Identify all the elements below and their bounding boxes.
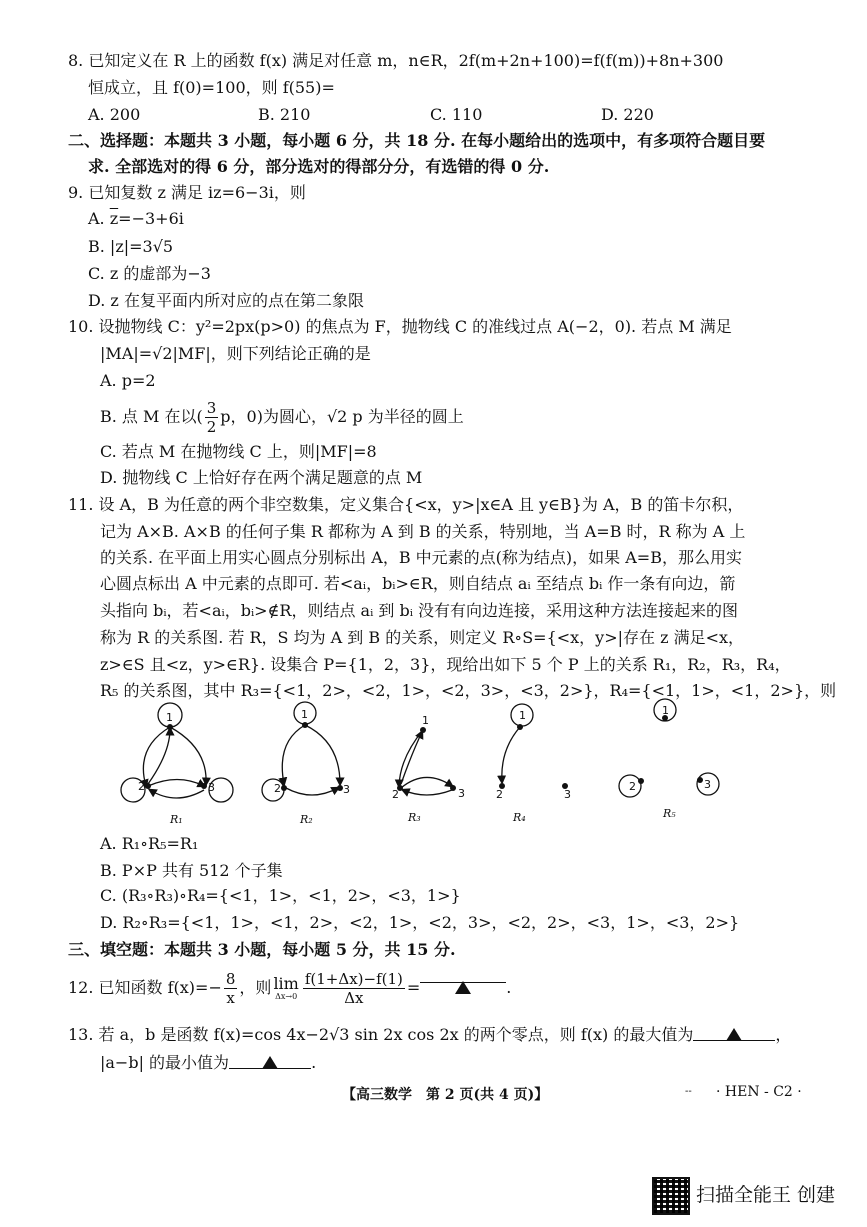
relation-graphs-figure [100, 698, 740, 828]
node-label-2: 2 [392, 788, 399, 801]
q9-option-a-prefix: A. [88, 209, 110, 228]
r4-edge-1-2 [502, 727, 520, 782]
q11-option-d: D. R₂∘R₃={<1，1>，<1，2>，<2，1>，<2，3>，<2，2>，<3，1>，<3，2>} [100, 913, 740, 932]
q9-option-a-rest: =−3+6i [118, 209, 184, 228]
q13-end: . [311, 1053, 317, 1072]
q9-stem: 9. 已知复数 z 满足 iz=6−3i，则 [68, 183, 306, 202]
q8-line2: 恒成立，且 f(0)=100，则 f(55)= [88, 78, 335, 97]
q11-line: 记为 A×B. A×B 的任何子集 R 都称为 A 到 B 的关系，特别地，当 A=B 时，R 称为 A 上 [100, 522, 746, 541]
caption-r4: R₄ [513, 811, 526, 824]
r2-node-1 [302, 722, 308, 728]
q9-conjugate-z: $\overline{z}$ [109, 209, 119, 228]
q9-option-d: D. z 在复平面内所对应的点在第二象限 [88, 291, 364, 310]
node-label-3: 3 [704, 778, 711, 791]
q12-equals: = [406, 978, 421, 997]
r5-node-2 [638, 778, 644, 784]
r2-node-2 [281, 785, 287, 791]
r2-edge-1-3 [305, 725, 340, 784]
q13-line2 [100, 1052, 316, 1074]
q11-line: 称为 R 的关系图. 若 R，S 均为 A 到 B 的关系，则定义 R∘S={<x，y>|存在 z 满足<x， [100, 628, 745, 647]
r4-node-1 [517, 724, 523, 730]
node-label-1: 1 [166, 711, 173, 724]
graph-r4 [502, 704, 533, 782]
caption-r5: R₅ [663, 807, 676, 820]
q11-option-a: A. R₁∘R₅=R₁ [100, 834, 199, 853]
node-label-1: 1 [519, 709, 526, 722]
r1-node-3 [201, 783, 207, 789]
q10-fraction [205, 399, 219, 436]
q8-option-d: D. 220 [601, 105, 654, 124]
q11-line: 头指向 bᵢ，若<aᵢ，bᵢ>∉R，则结点 aᵢ 到 bᵢ 没有有向边连接，采用这种方法连接起来的图 [100, 601, 739, 620]
r3-edge-2-1 [401, 732, 422, 784]
r3-node-3 [450, 785, 456, 791]
page-footer-code: · HEN - C2 · [716, 1084, 802, 1100]
r3-edge-3-2 [403, 790, 452, 795]
node-label-2: 2 [274, 782, 281, 795]
page-footer-center: 【高三数学 第 2 页(共 4 页)】 [342, 1087, 549, 1103]
q11-line: 心圆点标出 A 中元素的点即可. 若<aᵢ，bᵢ>∈R，则自结点 aᵢ 至结点 bᵢ 作一条有向边，箭 [100, 574, 736, 593]
q13-max-answer-blank[interactable] [693, 1024, 775, 1041]
caption-r3: R₃ [408, 811, 421, 824]
r1-edge-2-1 [148, 729, 170, 784]
q12-fraction-8-over-x [224, 970, 238, 1007]
q13-line2-text: |a−b| 的最小值为 [100, 1053, 230, 1072]
node-label-1: 1 [301, 708, 308, 721]
q12-answer-blank[interactable] [420, 966, 506, 983]
q8-option-b: B. 210 [258, 105, 311, 124]
q12-dq-numerator: f(1+Δx)−f(1) [304, 970, 403, 988]
q12-lim-text: lim [273, 973, 299, 993]
q10-line1: 10. 设抛物线 C：y²=2px(p>0) 的焦点为 F，抛物线 C 的准线过点 A(−2，0). 若点 M 满足 [68, 317, 732, 336]
q9-option-c: C. z 的虚部为−3 [88, 264, 211, 283]
q10-option-b [100, 397, 464, 437]
caption-r1: R₁ [170, 813, 183, 826]
q12-prefix: 12. 已知函数 f(x)=− [68, 978, 222, 997]
q11-option-b: B. P×P 共有 512 个子集 [100, 861, 283, 880]
q10-line2: |MA|=√2|MF|，则下列结论正确的是 [100, 344, 371, 363]
q13-line1 [68, 1024, 791, 1046]
r1-node-1 [167, 724, 173, 730]
node-label-3: 3 [208, 781, 215, 794]
q10-option-b-rest: p，0)为圆心，√2 p 为半径的圆上 [220, 407, 464, 426]
node-label-2: 2 [138, 780, 145, 793]
node-label-3: 3 [564, 788, 571, 801]
q10-option-a: A. p=2 [100, 371, 156, 390]
q8-option-a: A. 200 [88, 105, 141, 124]
section2-heading-line1: 二、选择题：本题共 3 小题，每小题 6 分，共 18 分. 在每小题给出的选项中，有多项符合题目要 [68, 131, 766, 150]
q12-dq-denominator: Δx [344, 989, 364, 1007]
node-label-1: 1 [422, 714, 429, 727]
q12-lim-subscript: Δx→0 [275, 991, 298, 1001]
q10-option-b-prefix: B. 点 M 在以( [100, 407, 203, 426]
q11-option-c: C. (R₃∘R₃)∘R₄={<1，1>，<1，2>，<3，1>} [100, 886, 461, 905]
graph-r3 [399, 730, 452, 795]
q11-line: 11. 设 A，B 为任意的两个非空数集，定义集合{<x，y>|x∈A 且 y∈B}为 A，B 的笛卡尔积， [68, 495, 744, 514]
q12-denominator: x [226, 989, 235, 1007]
r3-node-1 [420, 727, 426, 733]
triangle-icon [455, 981, 471, 994]
r3-edge-2-3 [401, 777, 452, 788]
q12-line [68, 966, 511, 1010]
node-label-3: 3 [458, 787, 465, 800]
r2-edge-2-3 [286, 788, 338, 795]
q12-difference-quotient [303, 970, 405, 1007]
triangle-icon [726, 1028, 742, 1041]
r5-node-3 [697, 777, 703, 783]
scanner-watermark: 扫描全能王 创建 [696, 1184, 836, 1206]
q9-option-b: B. |z|=3√5 [88, 237, 174, 256]
node-label-2: 2 [496, 788, 503, 801]
r1-edge-1-2 [143, 727, 170, 786]
q11-line: R₅ 的关系图，其中 R₃={<1，2>，<2，1>，<2，3>，<3，2>}，R₄={<1，1>，<1，2>}，则 [100, 681, 837, 700]
footer-dash: -- [685, 1086, 692, 1097]
r1-edge-3-2 [150, 790, 204, 798]
r2-edge-1-2 [282, 725, 305, 784]
q10-option-c: C. 若点 M 在抛物线 C 上，则|MF|=8 [100, 442, 377, 461]
q10-fraction-denominator: 2 [206, 418, 217, 436]
caption-r2: R₂ [300, 813, 313, 826]
q12-limit [273, 973, 299, 1002]
q8-option-c: C. 110 [430, 105, 483, 124]
q12-end: . [506, 978, 512, 997]
r1-edge-2-3 [148, 780, 204, 787]
q13-min-answer-blank[interactable] [229, 1052, 311, 1069]
r1-node-2 [145, 783, 151, 789]
q11-line: z>∈S 且<z，y>∈R}. 设集合 P={1，2，3}，现给出如下 5 个 P 上的关系 R₁，R₂，R₃，R₄， [100, 655, 791, 674]
q13-comma: ， [775, 1025, 792, 1044]
q11-line: 的关系. 在平面上用实心圆点分别标出 A，B 中元素的点(称为结点)，如果 A=B，那么用实 [100, 548, 742, 567]
q12-numerator: 8 [225, 970, 236, 988]
q10-fraction-numerator: 3 [206, 399, 217, 417]
node-label-1: 1 [662, 704, 669, 717]
qr-code-icon [652, 1177, 690, 1215]
section3-heading: 三、填空题：本题共 3 小题，每小题 5 分，共 15 分. [68, 940, 456, 959]
q9-option-a [88, 208, 184, 230]
node-label-3: 3 [343, 783, 350, 796]
q13-line1-text: 13. 若 a，b 是函数 f(x)=cos 4x−2√3 sin 2x cos 2x 的两个零点，则 f(x) 的最大值为 [68, 1025, 694, 1044]
section2-heading-line2: 求. 全部选对的得 6 分，部分选对的得部分分，有选错的得 0 分. [88, 157, 550, 176]
r1-edge-1-3 [170, 727, 206, 784]
node-label-2: 2 [629, 780, 636, 793]
triangle-icon [262, 1056, 278, 1069]
q12-mid: ，则 [239, 978, 272, 997]
q8-line1: 8. 已知定义在 R 上的函数 f(x) 满足对任意 m，n∈R，2f(m+2n+100)=f(f(m))+8n+300 [68, 51, 724, 70]
q10-option-d: D. 抛物线 C 上恰好存在两个满足题意的点 M [100, 468, 423, 487]
